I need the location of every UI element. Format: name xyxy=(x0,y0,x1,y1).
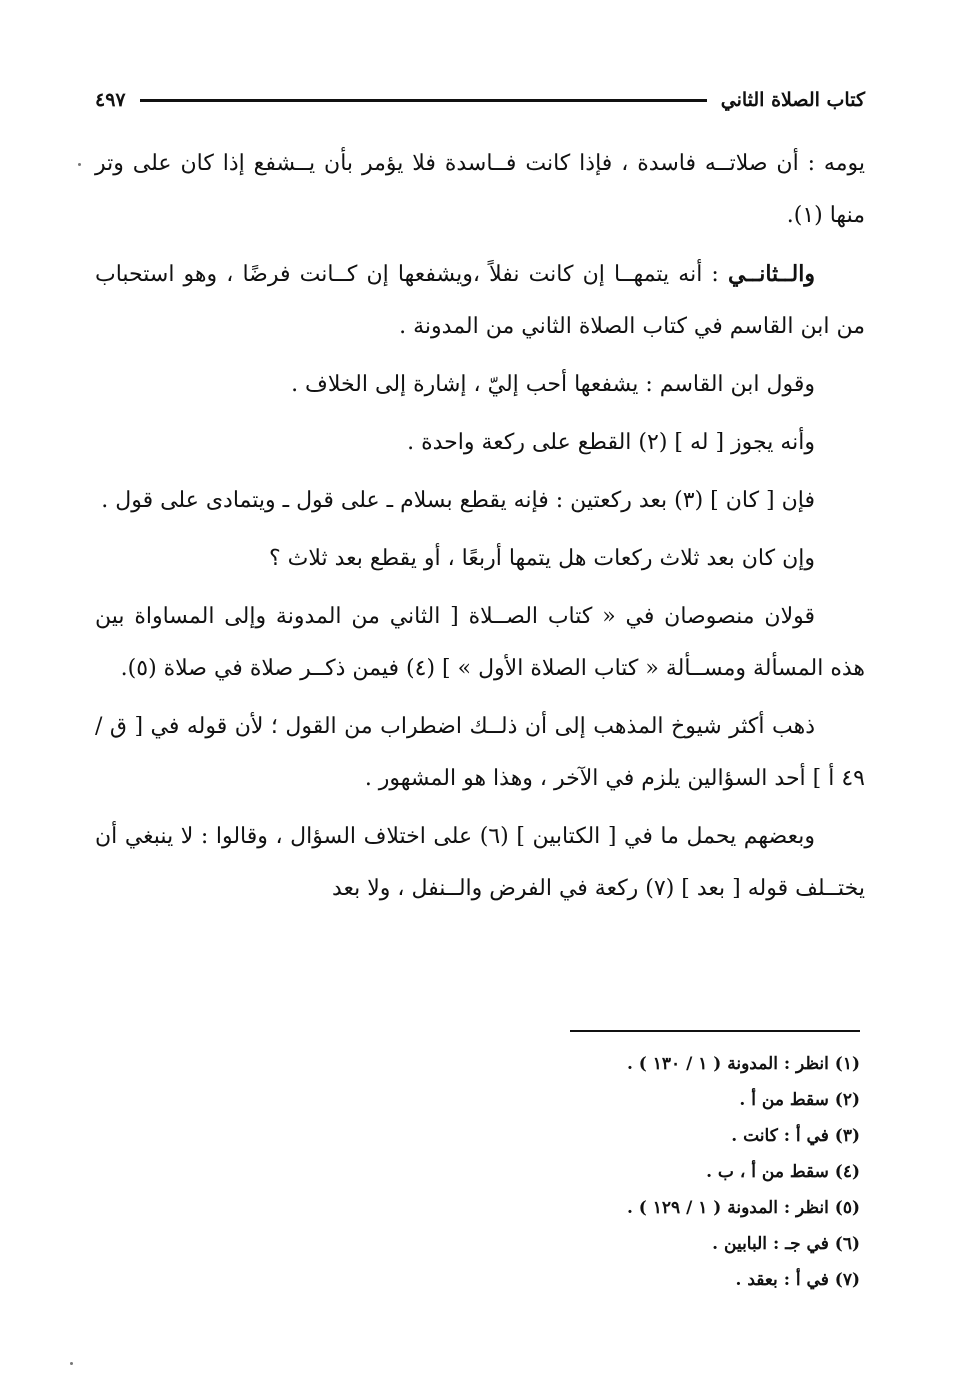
footnote: (٢) سقط من أ . xyxy=(739,1090,860,1110)
main-text xyxy=(95,138,865,921)
header-rule xyxy=(140,99,707,102)
paragraph xyxy=(95,138,865,242)
paragraph xyxy=(95,248,865,353)
footnote: (٥) انظر : المدونة ( ١ / ١٢٩ ) . xyxy=(626,1198,860,1218)
scan-speck xyxy=(70,1362,73,1365)
paragraph xyxy=(95,475,865,527)
footnote: (٧) في أ : بعقد . xyxy=(735,1270,860,1290)
running-header xyxy=(95,82,865,118)
paragraph-text: وأنه يجوز [ له ] (٢) القطع على ركعة واحدة . xyxy=(407,430,815,455)
footnote: (١) انظر : المدونة ( ١ / ١٣٠ ) . xyxy=(626,1054,860,1074)
paragraph-lead: والــثانــي xyxy=(727,261,815,287)
paragraph-text: يومه : أن صلاتــه فاسدة ، فإذا كانت فــاسدة فلا يؤمر بأن يــشفع إذا كان على وتر منها (١). xyxy=(95,151,865,228)
paragraph-text: : أنه يتمهــا إن كانت نفلاً ،ويشفعها إن كــانت فرضًا ، وهو استحباب من ابن القاسم في كتاب الصلاة الثاني من المدونة . xyxy=(95,262,865,339)
paragraph xyxy=(95,811,865,915)
paragraph-text: فإن [ كان ] (٣) بعد ركعتين : فإنه يقطع بسلام ـ على قول ـ ويتمادى على قول . xyxy=(101,488,815,513)
paragraph-text: قولان منصوصان في « كتاب الصــلاة [ الثاني من المدونة وإلى المساواة بين هذه المسألة ومســألة « كتاب الصلاة الأول » ] (٤) فيمن ذكــر صلاة في صلاة (٥). xyxy=(95,604,865,681)
paragraph xyxy=(95,417,865,469)
page-number: ٤٩٧ xyxy=(95,89,126,111)
paragraph xyxy=(95,359,865,411)
paragraph-text: وبعضهم يحمل ما في [ الكتابين ] (٦) على اختلاف السؤال ، وقالوا : لا ينبغي أن يختــلف قوله [ بعد ] (٧) ركعة في الفرض والــنفل ، ولا بعد xyxy=(95,824,865,901)
paragraph xyxy=(95,533,865,585)
footnote-rule xyxy=(570,1030,860,1032)
footnote: (٣) في أ : كانت . xyxy=(731,1126,860,1146)
footnote: (٦) في جـ : البابين . xyxy=(712,1234,860,1254)
chapter-title: كتاب الصلاة الثاني xyxy=(720,89,865,111)
scan-speck xyxy=(78,163,81,166)
footnotes xyxy=(360,1046,860,1298)
paragraph xyxy=(95,701,865,805)
paragraph-text: وإن كان بعد ثلاث ركعات هل يتمها أربعًا ، أو يقطع بعد ثلاث ؟ xyxy=(268,546,815,571)
paragraph xyxy=(95,591,865,695)
paragraph-text: ذهب أكثر شيوخ المذهب إلى أن ذلــك اضطراب من القول ؛ لأن قوله في [ ق / ٤٩ أ ] أحد السؤالين يلزم في الآخر ، وهذا هو المشهور . xyxy=(95,714,865,791)
footnote: (٤) سقط من أ ، ب . xyxy=(706,1162,860,1182)
paragraph-text: وقول ابن القاسم : يشفعها أحب إليّ ، إشارة إلى الخلاف . xyxy=(291,372,815,397)
